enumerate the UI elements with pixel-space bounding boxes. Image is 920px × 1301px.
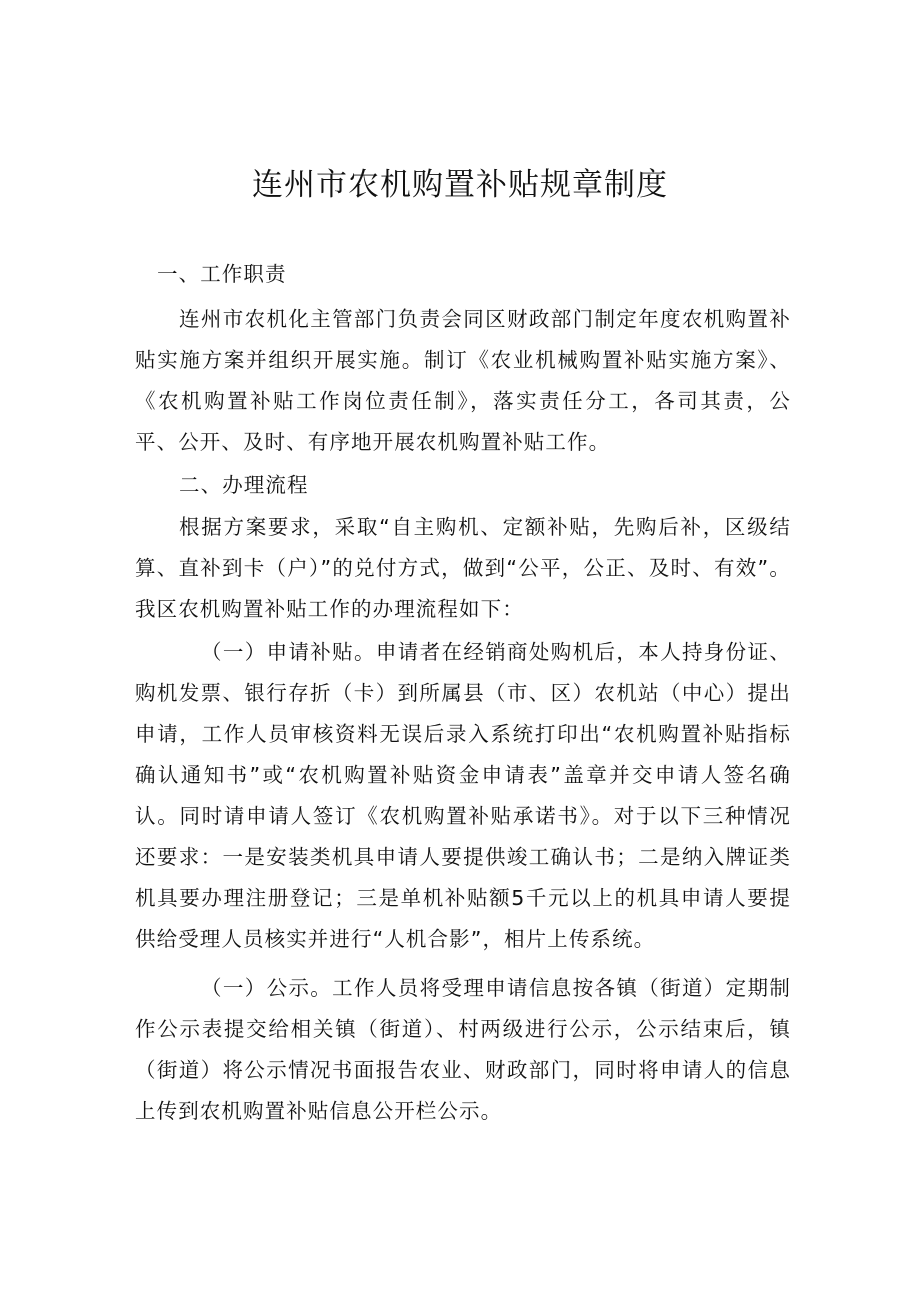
paragraph-duties: 连州市农机化主管部门负责会同区财政部门制定年度农机购置补贴实施方案并组织开展实施。制订《农业机械购置补贴实施方案》、《农机购置补贴工作岗位责任制》，落实责任分工，各司其责，公平、公开、及时、有序地开展农机购置补贴工作。 — [135, 307, 791, 454]
section-heading-duties: 一、工作职责 — [157, 262, 287, 286]
paragraph-process-intro: 根据方案要求，采取“自主购机、定额补贴，先购后补，区级结算、直补到卡（户）”的兑付方式，做到“公平，公正、及时、有效”。我区农机购置补贴工作的办理流程如下： — [135, 515, 791, 621]
paragraph-step-apply: （一）申请补贴。申请者在经销商处购机后，本人持身份证、购机发票、银行存折（卡）到所属县（市、区）农机站（中心）提出申请，工作人员审核资料无误后录入系统打印出“农机购置补贴指标确认通知书”或“农机购置补贴资金申请表”盖章并交申请人签名确认。同时请申请人签订《农机购置补贴承诺书》。对于以下三种情况还要求：一是安装类机具申请人要提供竣工确认书；二是纳入牌证类机具要办理注册登记；三是单机补贴额5千元以上的机具申请人要提供给受理人员核实并进行“人机合影”，相片上传系统。 — [135, 640, 791, 951]
document-title: 连州市农机购置补贴规章制度 — [252, 167, 668, 203]
paragraph-step-publicity: （一）公示。工作人员将受理申请信息按各镇（街道）定期制作公示表提交给相关镇（街道）、村两级进行公示，公示结束后，镇（街道）将公示情况书面报告农业、财政部门，同时将申请人的信息上传到农机购置补贴信息公开栏公示。 — [135, 976, 791, 1123]
section-heading-process: 二、办理流程 — [179, 473, 309, 497]
